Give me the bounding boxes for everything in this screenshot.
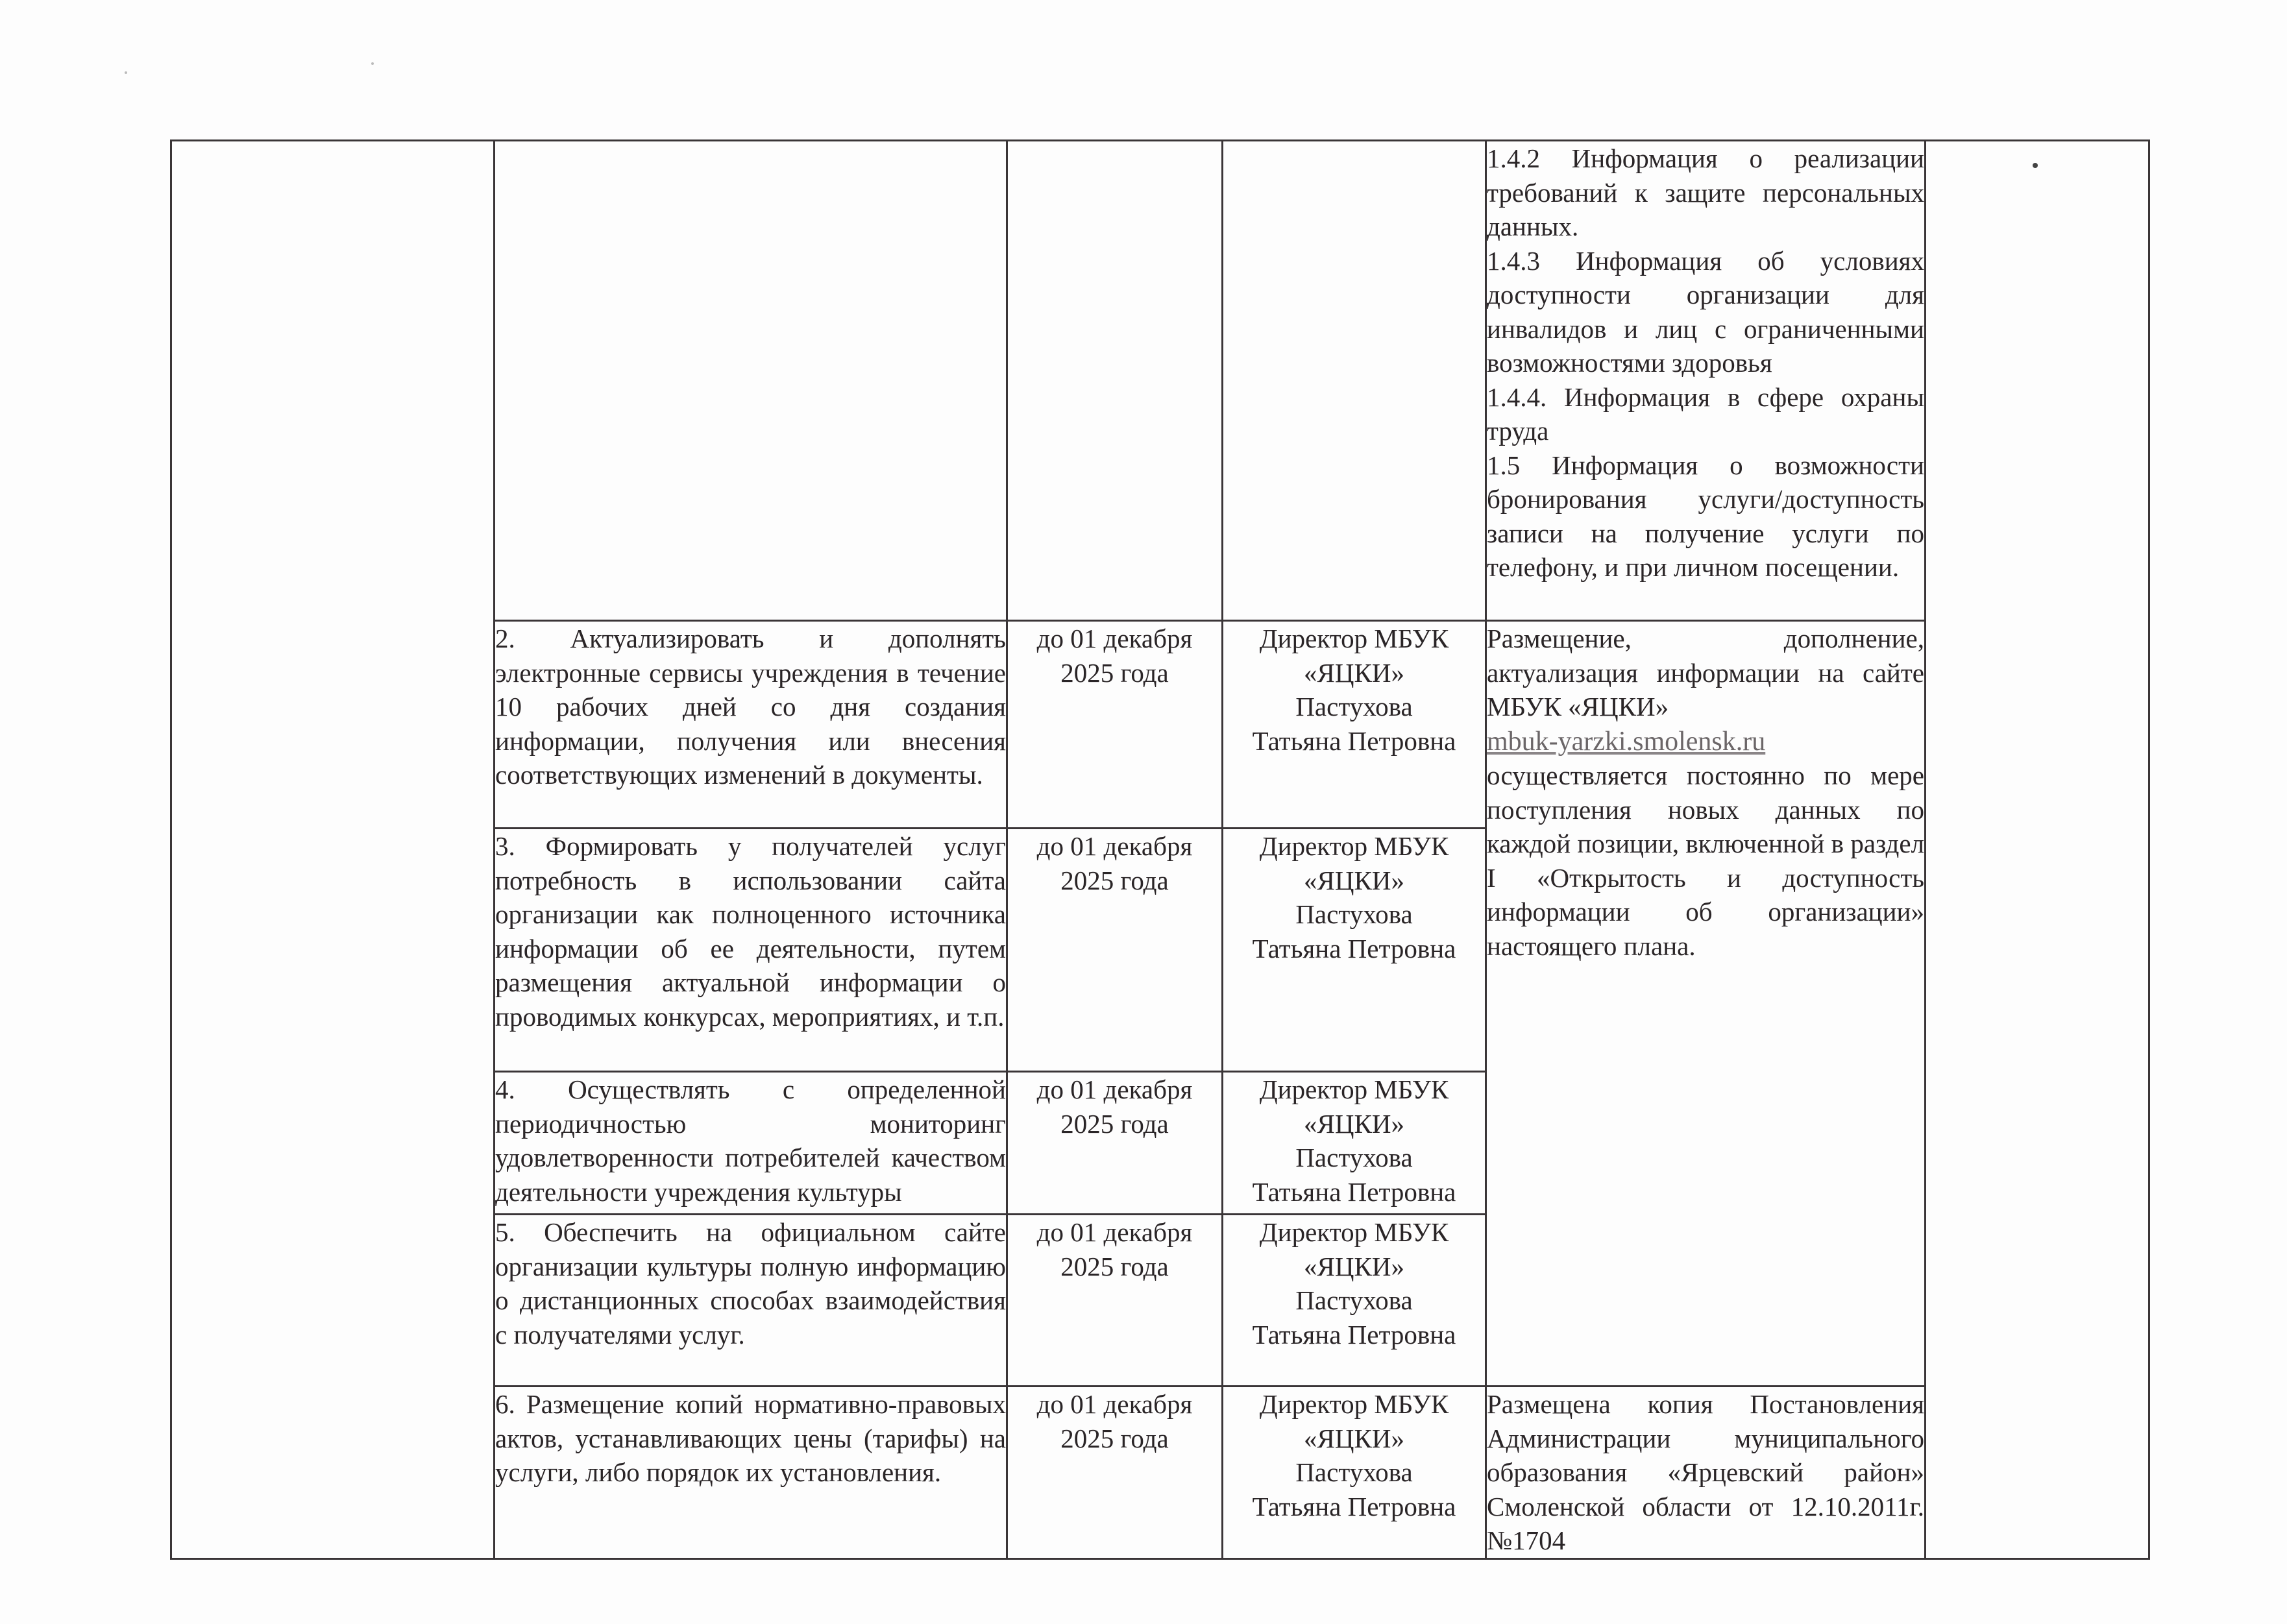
measure-cell <box>495 141 1007 621</box>
blank-notes-cell <box>1926 141 2149 1559</box>
responsible-surname: Пастухова <box>1295 1457 1413 1487</box>
responsible-cell <box>1223 1215 1486 1387</box>
measure-text: 3. Формировать у получателей услуг потребность в использовании сайта организации как полноценного источника информации об ее деятельности, путем размещения актуальной информации о проводимых конкурсах, мероприятиях, и т.п. <box>495 831 1006 1032</box>
responsible-name: Татьяна Петровна <box>1252 725 1456 756</box>
scan-speck <box>371 62 374 65</box>
deadline-line: 2025 года <box>1060 1108 1169 1139</box>
responsible-cell <box>1223 829 1486 1072</box>
scan-speck <box>125 71 127 74</box>
plan-table <box>170 139 2150 1560</box>
measure-cell <box>495 1387 1007 1559</box>
result-item: 1.4.3 Информация об условиях доступности организации для инвалидов и лиц с ограниченными возможностями здоровья <box>1487 245 1924 378</box>
responsible-surname: Пастухова <box>1295 899 1413 929</box>
responsible-name: Татьяна Петровна <box>1252 933 1456 963</box>
deadline-cell <box>1007 621 1223 829</box>
deadline-line: 2025 года <box>1060 1423 1169 1453</box>
deadline-line: до 01 декабря <box>1036 1389 1193 1419</box>
responsible-org: «ЯЦКИ» <box>1304 657 1404 688</box>
responsible-cell <box>1223 1387 1486 1559</box>
result-item: 1.4.2 Информация о реализации требований к защите персональных данных. <box>1487 143 1924 241</box>
responsible-position: Директор МБУК <box>1259 1074 1449 1104</box>
responsible-org: «ЯЦКИ» <box>1304 1251 1404 1281</box>
measure-cell <box>495 829 1007 1072</box>
result-item: 1.4.4. Информация в сфере охраны труда <box>1487 382 1924 446</box>
website-link[interactable]: mbuk-yarzki.smolensk.ru <box>1487 726 1766 757</box>
responsible-position: Директор МБУК <box>1259 624 1449 653</box>
responsible-cell <box>1223 1072 1486 1215</box>
responsible-org: «ЯЦКИ» <box>1304 1108 1404 1139</box>
responsible-org: «ЯЦКИ» <box>1304 1423 1404 1453</box>
responsible-position: Директор МБУК <box>1259 831 1449 861</box>
deadline-line: до 01 декабря <box>1036 624 1193 653</box>
deadline-line: до 01 декабря <box>1036 1074 1193 1104</box>
responsible-org: «ЯЦКИ» <box>1304 865 1404 895</box>
deadline-cell <box>1007 829 1223 1072</box>
table-row <box>171 141 2149 621</box>
blank-number-cell <box>171 141 495 1559</box>
result-cell-top <box>1486 141 1926 621</box>
deadline-cell <box>1007 141 1223 621</box>
deadline-line: 2025 года <box>1060 1251 1169 1281</box>
measure-text: 2. Актуализировать и дополнять электронные сервисы учреждения в течение 10 рабочих дней со дня создания информации, получения или внесения соответствующих изменений в документы. <box>495 624 1006 790</box>
deadline-cell <box>1007 1215 1223 1387</box>
measure-text: 4. Осуществлять с определенной периодичностью мониторинг удовлетворенности потребителей качеством деятельности учреждения культуры <box>495 1074 1006 1207</box>
responsible-surname: Пастухова <box>1295 1143 1413 1172</box>
result-cell-bottom <box>1486 1387 1926 1559</box>
responsible-surname: Пастухова <box>1295 1285 1413 1315</box>
responsible-name: Татьяна Петровна <box>1252 1319 1456 1350</box>
deadline-cell <box>1007 1072 1223 1215</box>
scan-dot <box>2033 163 2038 168</box>
responsible-cell <box>1223 621 1486 829</box>
responsible-name: Татьяна Петровна <box>1252 1176 1456 1207</box>
deadline-line: 2025 года <box>1060 865 1169 895</box>
deadline-cell <box>1007 1387 1223 1559</box>
result-text: Размещена копия Постановления Администрации муниципального образования «Ярцевский район» Смоленской области от 12.10.2011г. №1704 <box>1487 1389 1924 1555</box>
measure-text: 5. Обеспечить на официальном сайте организации культуры полную информацию о дистанционных способах взаимодействия с получателями услуг. <box>495 1217 1006 1350</box>
result-intro: Размещение, дополнение, актуализация информации на сайте МБУК «ЯЦКИ» <box>1487 624 1924 721</box>
result-outro: осуществляется постоянно по мере поступления новых данных по каждой позиции, включенной в раздел I «Открытость и доступность информации об организации» настоящего плана. <box>1487 760 1924 961</box>
result-item: 1.5 Информация о возможности бронирования услуги/доступность записи на получение услуги по телефону, и при личном посещении. <box>1487 450 1924 582</box>
responsible-position: Директор МБУК <box>1259 1217 1449 1247</box>
responsible-surname: Пастухова <box>1295 692 1413 721</box>
measure-cell <box>495 621 1007 829</box>
deadline-line: до 01 декабря <box>1036 1217 1193 1247</box>
responsible-cell <box>1223 141 1486 621</box>
measure-text: 6. Размещение копий нормативно-правовых актов, устанавливающих цены (тарифы) на услуги, либо порядок их установления. <box>495 1389 1006 1487</box>
responsible-name: Татьяна Петровна <box>1252 1491 1456 1521</box>
deadline-line: до 01 декабря <box>1036 831 1193 861</box>
measure-cell <box>495 1215 1007 1387</box>
deadline-line: 2025 года <box>1060 657 1169 688</box>
result-cell-middle <box>1486 621 1926 1387</box>
responsible-position: Директор МБУК <box>1259 1389 1449 1419</box>
measure-cell <box>495 1072 1007 1215</box>
